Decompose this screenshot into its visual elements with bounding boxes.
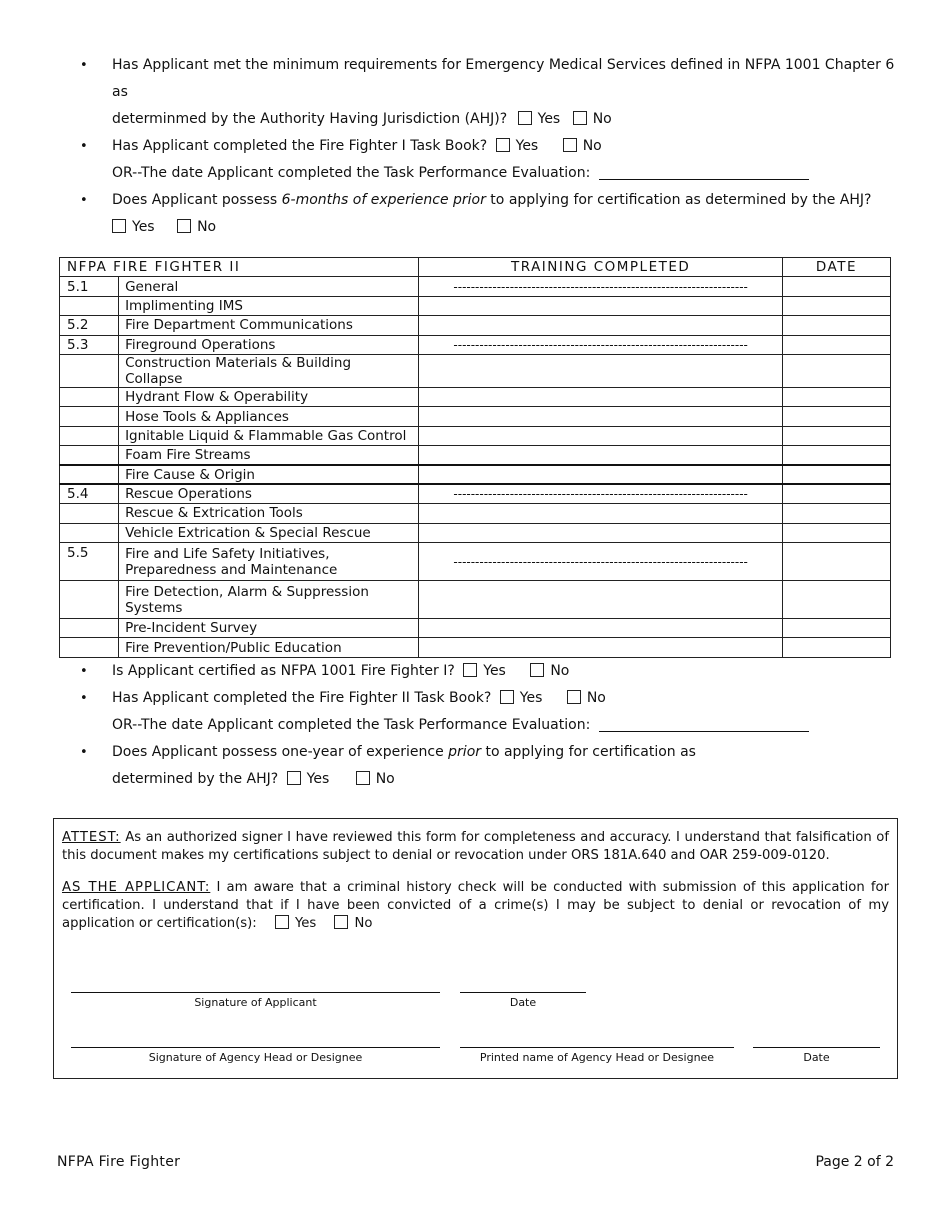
row-number bbox=[60, 387, 119, 406]
row-number bbox=[60, 504, 119, 523]
or-date-text: OR--The date Applicant completed the Task Performance Evaluation: bbox=[112, 165, 591, 181]
row-number: 5.3 bbox=[60, 335, 119, 354]
footer-page-number: Page 2 of 2 bbox=[815, 1154, 894, 1170]
date-cell[interactable] bbox=[782, 504, 890, 523]
dash-line: -------------------------------------------------------------------- bbox=[453, 279, 748, 294]
row-label-line2: Systems bbox=[125, 599, 183, 616]
row-label-line1: Fire and Life Safety Initiatives, bbox=[125, 545, 330, 562]
no-label: No bbox=[375, 771, 395, 787]
date-cell[interactable] bbox=[782, 316, 890, 335]
yes-label: Yes bbox=[132, 219, 155, 235]
training-cell[interactable] bbox=[419, 387, 782, 406]
no-label: No bbox=[354, 916, 373, 931]
table-row bbox=[60, 484, 891, 503]
table-row bbox=[60, 638, 891, 657]
table-row bbox=[60, 581, 891, 619]
criminal-check-no-checkbox[interactable] bbox=[334, 915, 348, 929]
ems-no-checkbox[interactable] bbox=[573, 111, 587, 125]
ff1-evaluation-date-field[interactable] bbox=[599, 166, 809, 180]
applicant-paragraph bbox=[62, 879, 889, 933]
row-label: Implimenting IMS bbox=[119, 296, 419, 315]
experience-no-checkbox[interactable] bbox=[177, 219, 191, 233]
training-cell[interactable] bbox=[419, 465, 782, 484]
question-emphasis: 6-months of experience prior bbox=[281, 192, 486, 208]
date-cell[interactable] bbox=[782, 407, 890, 426]
row-number bbox=[60, 446, 119, 465]
row-label: Fire Department Communications bbox=[119, 316, 419, 335]
dash-line: -------------------------------------------------------------------- bbox=[453, 487, 748, 502]
top-questions bbox=[80, 52, 900, 241]
yes-label: Yes bbox=[519, 690, 543, 706]
row-label: Vehicle Extrication & Special Rescue bbox=[119, 523, 419, 542]
question-ff1-taskbook bbox=[80, 133, 900, 187]
table-row bbox=[60, 619, 891, 638]
row-number: 5.5 bbox=[60, 543, 119, 581]
row-number: 5.2 bbox=[60, 316, 119, 335]
training-cell[interactable] bbox=[419, 446, 782, 465]
table-row bbox=[60, 465, 891, 484]
table-row bbox=[60, 446, 891, 465]
table-row bbox=[60, 407, 891, 426]
date-cell[interactable] bbox=[782, 296, 890, 315]
row-label-line2: Preparedness and Maintenance bbox=[125, 561, 338, 578]
bullet: • bbox=[80, 745, 88, 760]
row-label: Foam Fire Streams bbox=[119, 446, 419, 465]
training-cell[interactable] bbox=[419, 407, 782, 426]
row-number bbox=[60, 523, 119, 542]
table-row bbox=[60, 543, 891, 581]
criminal-check-yes-checkbox[interactable] bbox=[275, 915, 289, 929]
applicant-text: I am aware that a criminal history check will be conducted with submission of this application for certification. I understand that if I have been convicted of a crime(s) I may be subject to denial or revocation of my application or certification(s): bbox=[62, 880, 889, 931]
table-row bbox=[60, 523, 891, 542]
footer-form-title: NFPA Fire Fighter bbox=[57, 1154, 181, 1170]
date-cell[interactable] bbox=[782, 387, 890, 406]
question-emphasis: prior bbox=[448, 744, 482, 760]
question-text: Has Applicant met the minimum requirements for Emergency Medical Services defined in NFPA 1001 Chapter 6 as bbox=[112, 57, 895, 100]
table-row bbox=[60, 335, 891, 354]
question-ff2-taskbook bbox=[80, 685, 900, 739]
training-table bbox=[59, 257, 891, 658]
question-text-cont: to applying for certification as determined by the AHJ? bbox=[485, 192, 872, 208]
row-number bbox=[60, 426, 119, 445]
row-number bbox=[60, 296, 119, 315]
row-label: Fireground Operations bbox=[119, 335, 419, 354]
date-label: Date bbox=[803, 1051, 830, 1064]
training-cell[interactable] bbox=[419, 523, 782, 542]
row-label bbox=[119, 543, 419, 581]
date-cell[interactable] bbox=[782, 277, 890, 296]
question-text: Is Applicant certified as NFPA 1001 Fire Fighter I? bbox=[112, 663, 455, 679]
date-cell[interactable] bbox=[782, 484, 890, 503]
table-row bbox=[60, 277, 891, 296]
one-year-no-checkbox[interactable] bbox=[356, 771, 370, 785]
question-text: Does Applicant possess bbox=[112, 192, 282, 208]
experience-yes-checkbox[interactable] bbox=[112, 219, 126, 233]
ff1-taskbook-no-checkbox[interactable] bbox=[563, 138, 577, 152]
printed-name-line[interactable] bbox=[460, 1047, 734, 1067]
date-cell[interactable] bbox=[782, 335, 890, 354]
date-cell[interactable] bbox=[782, 638, 890, 657]
training-cell[interactable] bbox=[419, 581, 782, 619]
one-year-yes-checkbox[interactable] bbox=[287, 771, 301, 785]
row-label: Fire Prevention/Public Education bbox=[119, 638, 419, 657]
row-number: 5.4 bbox=[60, 484, 119, 503]
row-number bbox=[60, 354, 119, 387]
table-row bbox=[60, 426, 891, 445]
ff2-taskbook-no-checkbox[interactable] bbox=[567, 690, 581, 704]
training-cell[interactable] bbox=[419, 426, 782, 445]
date-cell[interactable] bbox=[782, 543, 890, 581]
row-label: Ignitable Liquid & Flammable Gas Control bbox=[119, 426, 419, 445]
bullet: • bbox=[80, 193, 88, 208]
attest-paragraph bbox=[62, 829, 889, 865]
no-label: No bbox=[592, 111, 612, 127]
question-ff1-certified bbox=[80, 658, 900, 685]
date-cell[interactable] bbox=[782, 354, 890, 387]
signature-applicant-label: Signature of Applicant bbox=[194, 996, 317, 1009]
table-row bbox=[60, 354, 891, 387]
dash-line: -------------------------------------------------------------------- bbox=[453, 337, 748, 352]
no-label: No bbox=[582, 138, 602, 154]
training-cell[interactable] bbox=[419, 619, 782, 638]
question-text: Does Applicant possess one-year of experience bbox=[112, 744, 449, 760]
row-label: Hose Tools & Appliances bbox=[119, 407, 419, 426]
table-header-row bbox=[60, 258, 891, 277]
ff1-certified-no-checkbox[interactable] bbox=[530, 663, 544, 677]
row-label: Pre-Incident Survey bbox=[119, 619, 419, 638]
ems-yes-checkbox[interactable] bbox=[518, 111, 532, 125]
ff2-taskbook-yes-checkbox[interactable] bbox=[500, 690, 514, 704]
question-text-cont: determinmed by the Authority Having Jurisdiction (AHJ)? bbox=[112, 111, 508, 127]
attest-label: ATTEST: bbox=[62, 830, 121, 845]
signature-agency-label: Signature of Agency Head or Designee bbox=[148, 1051, 363, 1064]
bottom-questions bbox=[80, 658, 900, 793]
attest-box bbox=[53, 818, 898, 1079]
row-number bbox=[60, 619, 119, 638]
signature-applicant-line[interactable] bbox=[71, 992, 440, 1012]
row-number bbox=[60, 638, 119, 657]
question-text: Has Applicant completed the Fire Fighter II Task Book? bbox=[112, 690, 492, 706]
no-label: No bbox=[550, 663, 570, 679]
row-label: Fire Cause & Origin bbox=[119, 465, 419, 484]
bullet: • bbox=[80, 664, 88, 679]
header-date: DATE bbox=[782, 258, 890, 277]
row-number bbox=[60, 581, 119, 619]
yes-label: Yes bbox=[483, 663, 506, 679]
row-number: 5.1 bbox=[60, 277, 119, 296]
signature-agency-line[interactable] bbox=[71, 1047, 440, 1067]
or-date-text: OR--The date Applicant completed the Task Performance Evaluation: bbox=[112, 717, 591, 733]
question-text: Has Applicant completed the Fire Fighter I Task Book? bbox=[112, 138, 488, 154]
training-cell[interactable] bbox=[419, 638, 782, 657]
training-cell[interactable] bbox=[419, 504, 782, 523]
dash-line: -------------------------------------------------------------------- bbox=[453, 554, 748, 569]
ff1-taskbook-yes-checkbox[interactable] bbox=[496, 138, 510, 152]
date-cell[interactable] bbox=[782, 523, 890, 542]
bullet: • bbox=[80, 58, 88, 73]
question-ems bbox=[80, 52, 900, 133]
date-cell[interactable] bbox=[782, 426, 890, 445]
row-label: Construction Materials & Building Collapse bbox=[119, 354, 419, 387]
row-number bbox=[60, 407, 119, 426]
yes-label: Yes bbox=[515, 138, 539, 154]
table-row bbox=[60, 504, 891, 523]
header-section: NFPA FIRE FIGHTER II bbox=[60, 258, 419, 277]
row-label: Rescue Operations bbox=[119, 484, 419, 503]
date-label: Date bbox=[509, 996, 537, 1009]
agency-date-line[interactable] bbox=[753, 1047, 880, 1067]
yes-label: Yes bbox=[306, 771, 330, 787]
yes-label: Yes bbox=[294, 916, 317, 931]
ff2-evaluation-date-field[interactable] bbox=[599, 718, 809, 732]
table-row bbox=[60, 387, 891, 406]
training-cell[interactable] bbox=[419, 316, 782, 335]
table-row bbox=[60, 316, 891, 335]
date-cell[interactable] bbox=[782, 581, 890, 619]
attest-text: As an authorized signer I have reviewed this form for completeness and accuracy. I understand that falsification of this document makes my certifications subject to denial or revocation under ORS 181A.640 and OAR 259-009-0120. bbox=[62, 830, 889, 863]
bullet: • bbox=[80, 691, 88, 706]
date-cell[interactable] bbox=[782, 446, 890, 465]
question-1-year-experience bbox=[80, 739, 900, 793]
row-label-line1: Fire Detection, Alarm & Suppression bbox=[125, 583, 369, 600]
bullet: • bbox=[80, 139, 88, 154]
signature-date-line[interactable] bbox=[460, 992, 586, 1012]
row-label: Hydrant Flow & Operability bbox=[119, 387, 419, 406]
row-label: General bbox=[119, 277, 419, 296]
row-number bbox=[60, 465, 119, 484]
training-cell[interactable] bbox=[419, 296, 782, 315]
printed-name-label: Printed name of Agency Head or Designee bbox=[479, 1051, 715, 1064]
no-label: No bbox=[197, 219, 217, 235]
row-label: Rescue & Extrication Tools bbox=[119, 504, 419, 523]
row-label bbox=[119, 581, 419, 619]
training-cell[interactable] bbox=[419, 354, 782, 387]
question-6-months-experience bbox=[80, 187, 900, 241]
question-text-line2: determined by the AHJ? bbox=[112, 771, 279, 787]
ff1-certified-yes-checkbox[interactable] bbox=[463, 663, 477, 677]
no-label: No bbox=[586, 690, 606, 706]
table-row bbox=[60, 296, 891, 315]
header-training: TRAINING COMPLETED bbox=[419, 258, 782, 277]
yes-label: Yes bbox=[537, 111, 561, 127]
date-cell[interactable] bbox=[782, 465, 890, 484]
question-text-cont: to applying for certification as bbox=[481, 744, 696, 760]
date-cell[interactable] bbox=[782, 619, 890, 638]
applicant-label: AS THE APPLICANT: bbox=[62, 880, 211, 895]
